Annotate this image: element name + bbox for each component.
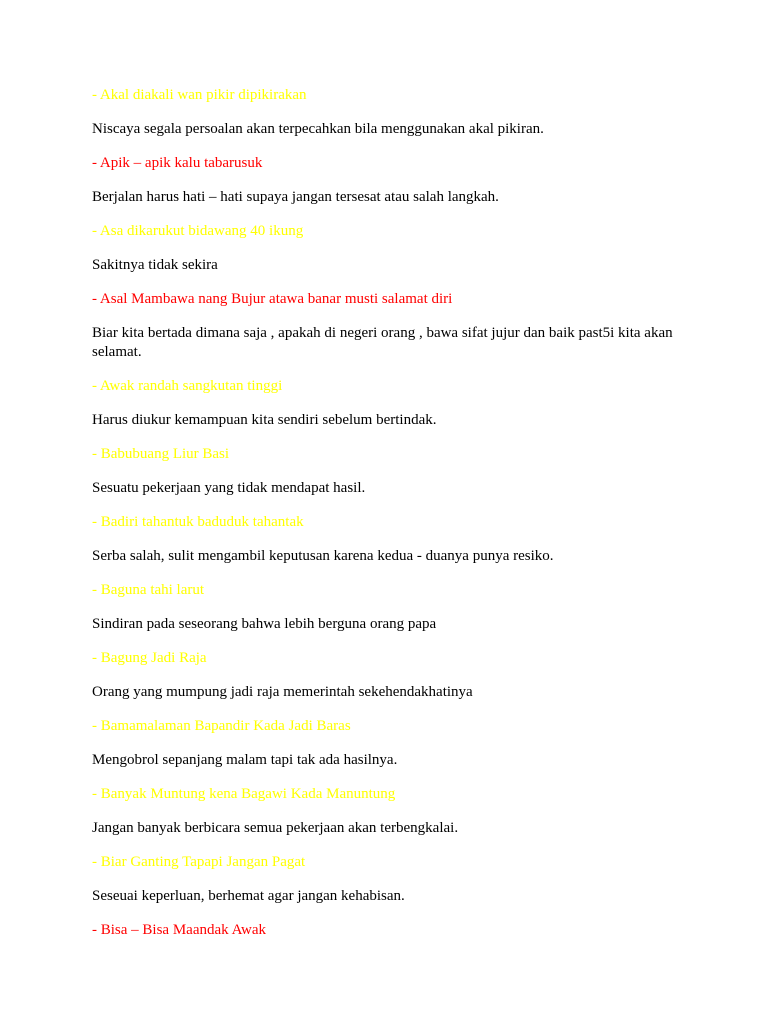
proverb-meaning: Sesuatu pekerjaan yang tidak mendapat hasil. (92, 480, 366, 496)
proverb-entry (92, 921, 692, 940)
proverb-entry (92, 377, 692, 430)
proverb-entry (92, 445, 692, 498)
proverb-entry (92, 717, 692, 770)
proverb-entry (92, 853, 692, 906)
proverb-heading: - Baguna tahi larut (92, 582, 205, 598)
proverb-meaning: Harus diukur kemampuan kita sendiri sebelum bertindak. (92, 412, 437, 428)
proverb-heading: - Akal diakali wan pikir dipikirakan (92, 87, 307, 103)
proverb-meaning: Serba salah, sulit mengambil keputusan karena kedua - duanya punya resiko. (92, 548, 554, 564)
proverb-entry (92, 513, 692, 566)
proverb-heading: - Babubuang Liur Basi (92, 446, 230, 462)
proverb-entry (92, 581, 692, 634)
proverb-entry (92, 649, 692, 702)
proverb-entry (92, 222, 692, 275)
proverb-heading: - Badiri tahantuk baduduk tahantak (92, 514, 304, 530)
proverb-meaning: Biar kita bertada dimana saja , apakah di negeri orang , bawa sifat jujur dan baik past5i kita akan selamat. (92, 325, 673, 360)
proverb-heading: - Bamamalaman Bapandir Kada Jadi Baras (92, 718, 351, 734)
proverb-entry (92, 290, 692, 362)
proverb-meaning: Jangan banyak berbicara semua pekerjaan akan terbengkalai. (92, 820, 459, 836)
proverb-heading: - Bagung Jadi Raja (92, 650, 207, 666)
proverb-heading: - Asal Mambawa nang Bujur atawa banar musti salamat diri (92, 291, 453, 307)
proverb-entry (92, 154, 692, 207)
proverb-meaning: Berjalan harus hati – hati supaya jangan tersesat atau salah langkah. (92, 189, 499, 205)
proverb-heading: - Banyak Muntung kena Bagawi Kada Manuntung (92, 786, 396, 802)
proverb-meaning: Sindiran pada seseorang bahwa lebih berguna orang papa (92, 616, 437, 632)
proverb-meaning: Mengobrol sepanjang malam tapi tak ada hasilnya. (92, 752, 398, 768)
proverb-heading: - Apik – apik kalu tabarusuk (92, 155, 263, 171)
document-page (92, 86, 692, 955)
proverb-heading: - Biar Ganting Tapapi Jangan Pagat (92, 854, 306, 870)
proverb-meaning: Seseuai keperluan, berhemat agar jangan kehabisan. (92, 888, 405, 904)
proverb-heading: - Bisa – Bisa Maandak Awak (92, 922, 267, 938)
proverb-entry (92, 86, 692, 139)
proverb-heading: - Awak randah sangkutan tinggi (92, 378, 283, 394)
proverb-meaning: Niscaya segala persoalan akan terpecahkan bila menggunakan akal pikiran. (92, 121, 544, 137)
proverb-entry (92, 785, 692, 838)
proverb-meaning: Sakitnya tidak sekira (92, 257, 218, 273)
proverb-meaning: Orang yang mumpung jadi raja memerintah sekehendakhatinya (92, 684, 473, 700)
proverb-heading: - Asa dikarukut bidawang 40 ikung (92, 223, 304, 239)
